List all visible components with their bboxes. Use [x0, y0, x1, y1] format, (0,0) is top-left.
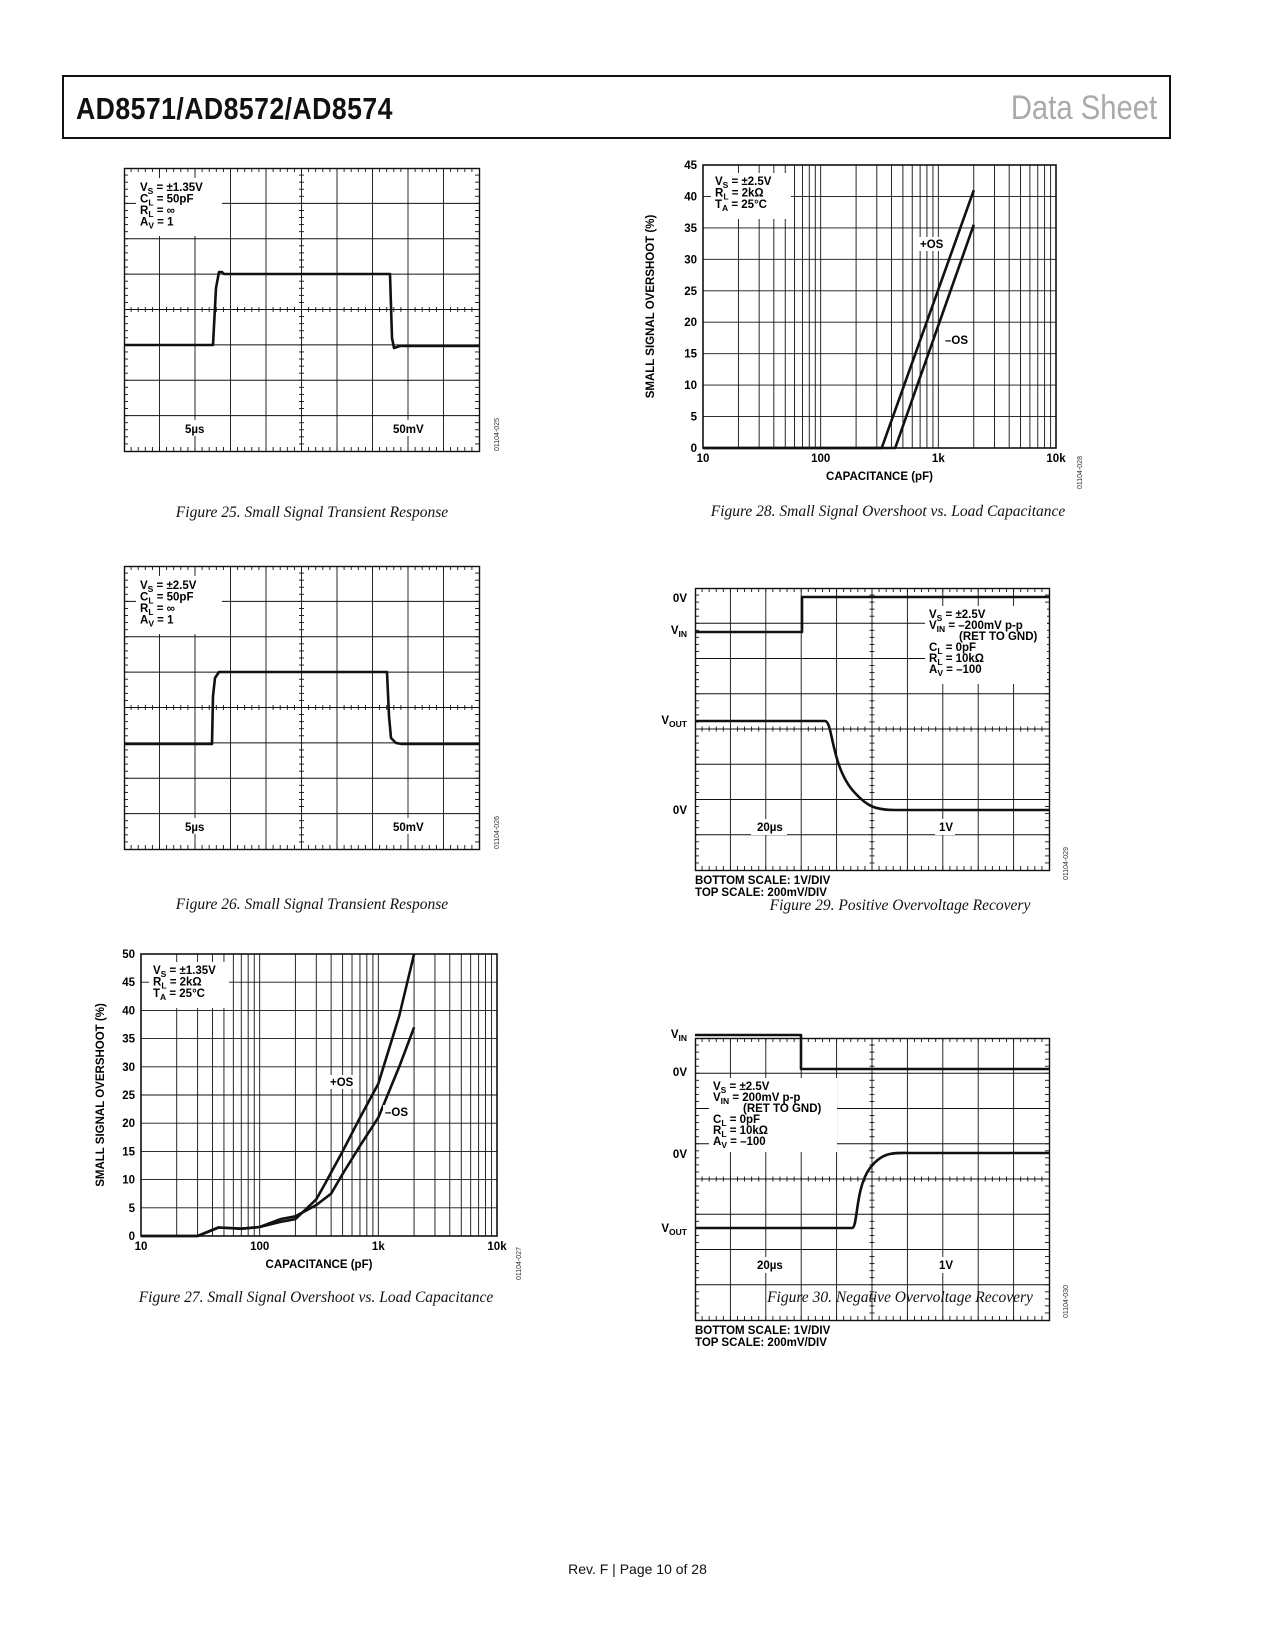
- test-condition: $R_L = 10k\Omega$: [713, 1125, 769, 1139]
- y-tick-label: 10: [122, 1174, 135, 1187]
- figure-28-chart: [645, 160, 1118, 502]
- figure-30-caption: Figure 30. Negative Overvoltage Recovery: [767, 1289, 1033, 1306]
- test-condition: $V_S = \pm 2.5V$: [140, 580, 197, 594]
- figure-code: 01104-027: [516, 1247, 523, 1280]
- x-tick-label: 10k: [487, 1241, 507, 1253]
- y-tick-label: 0: [128, 1231, 135, 1243]
- y-tick-label: 15: [684, 348, 697, 361]
- y-tick-label: 30: [122, 1061, 135, 1074]
- vout-label: $V_{OUT}$: [661, 715, 687, 729]
- test-condition: $C_L = 50pF$: [140, 591, 194, 606]
- overshoot-chart: [645, 160, 1118, 502]
- figure-code: 01104-025: [494, 418, 501, 451]
- volts-per-div: 1V: [939, 822, 954, 834]
- test-condition: $A_V = -100$: [929, 664, 982, 678]
- y-tick-label: 45: [122, 977, 135, 990]
- y-tick-label: 50: [122, 949, 135, 961]
- y-tick-label: 5: [690, 411, 697, 424]
- x-tick-label: 100: [811, 453, 831, 465]
- vin-label: $V_{IN}$: [670, 625, 687, 639]
- y-tick-label: 40: [122, 1005, 135, 1018]
- page-header: [62, 75, 1171, 139]
- zero-volt-label: 0V: [672, 1149, 687, 1161]
- test-condition: $C_L = 50pF$: [140, 193, 194, 208]
- y-tick-label: 45: [684, 160, 697, 172]
- figure-27-caption: Figure 27. Small Signal Overshoot vs. Load Capacitance: [138, 1289, 494, 1306]
- document-title: AD8571/AD8572/AD8574: [76, 91, 393, 126]
- test-condition: $R_L = 10k\Omega$: [929, 653, 985, 667]
- figure-25-scope: [124, 168, 514, 458]
- x-tick-label: 10: [696, 453, 710, 465]
- y-tick-label: 25: [684, 285, 697, 298]
- scale-note: TOP SCALE: 200mV/DIV: [695, 887, 827, 899]
- pos-overshoot-label: +OS: [330, 1077, 354, 1089]
- x-axis-label: CAPACITANCE (pF): [265, 1259, 373, 1271]
- y-tick-label: 25: [122, 1090, 135, 1102]
- pos-overshoot-label: +OS: [920, 239, 944, 251]
- volts-per-div: 50mV: [393, 424, 424, 436]
- y-tick-label: 15: [122, 1146, 135, 1159]
- figure-26-scope: [124, 566, 514, 856]
- y-tick-label: 35: [122, 1033, 135, 1046]
- zero-volt-label: 0V: [672, 593, 687, 605]
- vin-label: $V_{IN}$: [670, 1029, 687, 1043]
- y-tick-label: 10: [684, 380, 697, 393]
- document-type-tag: Data Sheet: [1010, 89, 1157, 127]
- test-condition: $C_L = 0pF$: [713, 1114, 761, 1128]
- y-tick-label: 40: [684, 191, 697, 204]
- plot-group: [695, 1035, 1050, 1321]
- vout-label: $V_{OUT}$: [661, 1223, 687, 1237]
- test-condition: $A_V = 1$: [140, 614, 174, 629]
- figure-code: 01104-026: [494, 816, 501, 849]
- figure-27-chart: [96, 945, 546, 1285]
- y-tick-label: 30: [684, 254, 697, 267]
- plot-group: [695, 588, 1050, 871]
- y-tick-label: 20: [122, 1118, 135, 1131]
- test-condition: (RET TO GND): [959, 631, 1038, 643]
- figure-29-scope: [661, 588, 1110, 918]
- time-per-div: 20µs: [757, 822, 783, 834]
- time-per-div: 5µs: [185, 822, 205, 834]
- x-tick-label: 10k: [1046, 453, 1066, 465]
- x-tick-label: 100: [250, 1241, 270, 1253]
- test-condition: $T_A = 25^\circ C$: [715, 199, 767, 213]
- scope-plot: [124, 566, 514, 856]
- time-per-div: 20µs: [757, 1260, 783, 1272]
- y-axis-label: SMALL SIGNAL OVERSHOOT (%): [645, 214, 657, 399]
- scale-note: TOP SCALE: 200mV/DIV: [695, 1337, 827, 1349]
- test-condition: $V_S = \pm 1.35V$: [140, 182, 203, 196]
- y-tick-label: 20: [684, 317, 697, 330]
- figure-25-caption: Figure 25. Small Signal Transient Response: [175, 504, 449, 521]
- zero-volt-label: 0V: [672, 805, 687, 817]
- figure-28-caption: Figure 28. Small Signal Overshoot vs. Load Capacitance: [710, 503, 1066, 520]
- figure-code: 01104-028: [1077, 456, 1084, 489]
- page-footer: Rev. F | Page 10 of 28: [568, 1561, 707, 1577]
- scale-note: BOTTOM SCALE: 1V/DIV: [695, 1325, 831, 1337]
- volts-per-div: 50mV: [393, 822, 424, 834]
- zero-volt-label: 0V: [672, 1067, 687, 1079]
- test-condition: $V_{IN} = 200mV$ p-p: [713, 1092, 801, 1106]
- test-condition: $T_A = 25^\circ C$: [153, 988, 205, 1002]
- test-condition: $A_V = -100$: [713, 1136, 766, 1150]
- test-condition: $R_L = 2k\Omega$: [153, 976, 202, 991]
- overshoot-chart: [96, 945, 546, 1285]
- neg-overshoot-label: –OS: [945, 335, 969, 347]
- test-condition: (RET TO GND): [743, 1103, 822, 1115]
- test-condition: $R_L$ = ∞: [140, 603, 175, 617]
- test-condition: $A_V = 1$: [140, 216, 174, 231]
- x-tick-label: 10: [134, 1241, 148, 1253]
- y-tick-label: 35: [684, 222, 697, 235]
- test-condition: $V_S = \pm 2.5V$: [715, 176, 772, 190]
- test-condition: $V_S = \pm 1.35V$: [153, 965, 216, 979]
- test-condition: $R_L = 2k\Omega$: [715, 187, 764, 202]
- test-condition: $C_L = 0pF$: [929, 642, 977, 656]
- neg-overshoot-label: –OS: [385, 1107, 409, 1119]
- figure-code: 01104-029: [1063, 847, 1070, 880]
- test-condition: $V_{IN} = -200mV$ p-p: [929, 620, 1023, 634]
- figure-26-caption: Figure 26. Small Signal Transient Response: [175, 896, 449, 913]
- x-axis-label: CAPACITANCE (pF): [826, 471, 933, 483]
- x-tick-label: 1k: [371, 1241, 385, 1253]
- volts-per-div: 1V: [939, 1260, 954, 1272]
- y-tick-label: 0: [690, 443, 697, 455]
- scale-note: BOTTOM SCALE: 1V/DIV: [695, 875, 831, 887]
- figure-29-caption: Figure 29. Positive Overvoltage Recovery: [769, 897, 1031, 914]
- test-condition: $V_S = \pm 2.5V$: [929, 609, 986, 623]
- scope-plot: [661, 588, 1110, 918]
- scope-plot: [124, 168, 514, 458]
- test-condition: $R_L$ = ∞: [140, 205, 175, 219]
- x-tick-label: 1k: [931, 453, 945, 465]
- test-condition: $V_S = \pm 2.5V$: [713, 1081, 770, 1095]
- time-per-div: 5µs: [185, 424, 205, 436]
- y-tick-label: 5: [128, 1202, 135, 1215]
- figure-code: 01104-030: [1063, 1285, 1070, 1318]
- y-axis-label: SMALL SIGNAL OVERSHOOT (%): [95, 1003, 107, 1187]
